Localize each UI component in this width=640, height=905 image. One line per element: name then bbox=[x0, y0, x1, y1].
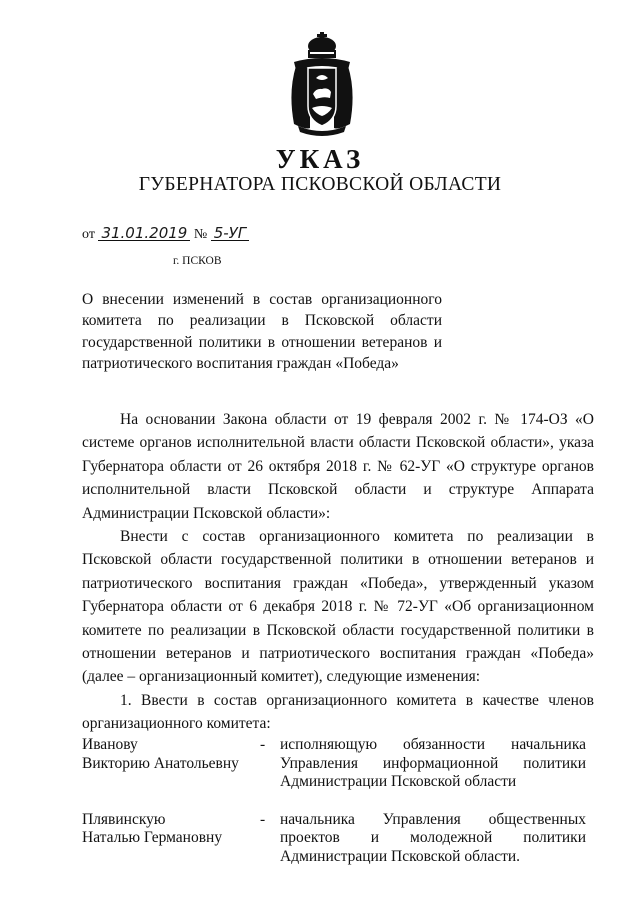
member-given-names: Наталью Германовну bbox=[82, 829, 223, 847]
member-position: исполняющую обязанности начальника Управления информационной политики Администрации Псковской области bbox=[280, 736, 586, 791]
member-name bbox=[82, 736, 260, 792]
city-label: г. ПСКОВ bbox=[173, 255, 222, 267]
member-surname: Плявинскую bbox=[82, 810, 166, 828]
member-surname: Иванову bbox=[82, 736, 138, 753]
document-subtitle: ГУБЕРНАТОРА ПСКОВСКОЙ ОБЛАСТИ bbox=[138, 174, 502, 195]
pskov-coat-of-arms-icon bbox=[286, 32, 358, 136]
member-given-names: Викторию Анатольевну bbox=[82, 754, 239, 772]
number-label: № bbox=[193, 227, 208, 242]
date-number-line bbox=[82, 226, 249, 243]
body-paragraph: На основании Закона области от 19 февраля 2002 г. № 174-ОЗ «О системе органов исполнительной власти области Псковской области», указа Губернатора области от 26 октября 2018 г. № 62-УГ «О структуре органов исполнительной власти Псковской области и структуре Аппарата Администрации Псковской области»: bbox=[82, 411, 594, 522]
member-position: начальника Управления общественных проектов и молодежной политики Администрации Псковской области. bbox=[280, 810, 586, 865]
handwritten-date: 31.01.2019 bbox=[98, 226, 190, 241]
member-item bbox=[82, 736, 594, 792]
member-dash: - bbox=[260, 736, 266, 753]
member-dash: - bbox=[260, 810, 266, 828]
decree-subject: О внесении изменений в состав организационного комитета по реализации в Псковской области государственной политики в отношении ветеранов и патриотического воспитания граждан «Победа» bbox=[82, 291, 442, 373]
document-title: УКАЗ bbox=[275, 144, 365, 174]
member-name bbox=[82, 811, 260, 867]
body-paragraph: Внести с состав организационного комитета по реализации в Псковской области государственной политики в отношении ветеранов и патриотического воспитания граждан «Победа», утвержденный указом Губернатора области от 6 декабря 2018 г. № 72-УГ «Об организационном комитете по реализации в Псковской области государственной политики в отношении ветеранов и патриотического воспитания граждан «Победа» (далее – организационный комитет), следующие изменения: bbox=[82, 528, 594, 686]
members-list bbox=[82, 736, 594, 886]
handwritten-number: 5-УГ bbox=[211, 226, 249, 241]
body-paragraph: 1. Ввести в состав организационного комитета в качестве членов организационного комитета: bbox=[82, 691, 594, 733]
member-item bbox=[82, 811, 594, 867]
date-label: от bbox=[82, 227, 95, 242]
decree-body bbox=[82, 408, 594, 736]
